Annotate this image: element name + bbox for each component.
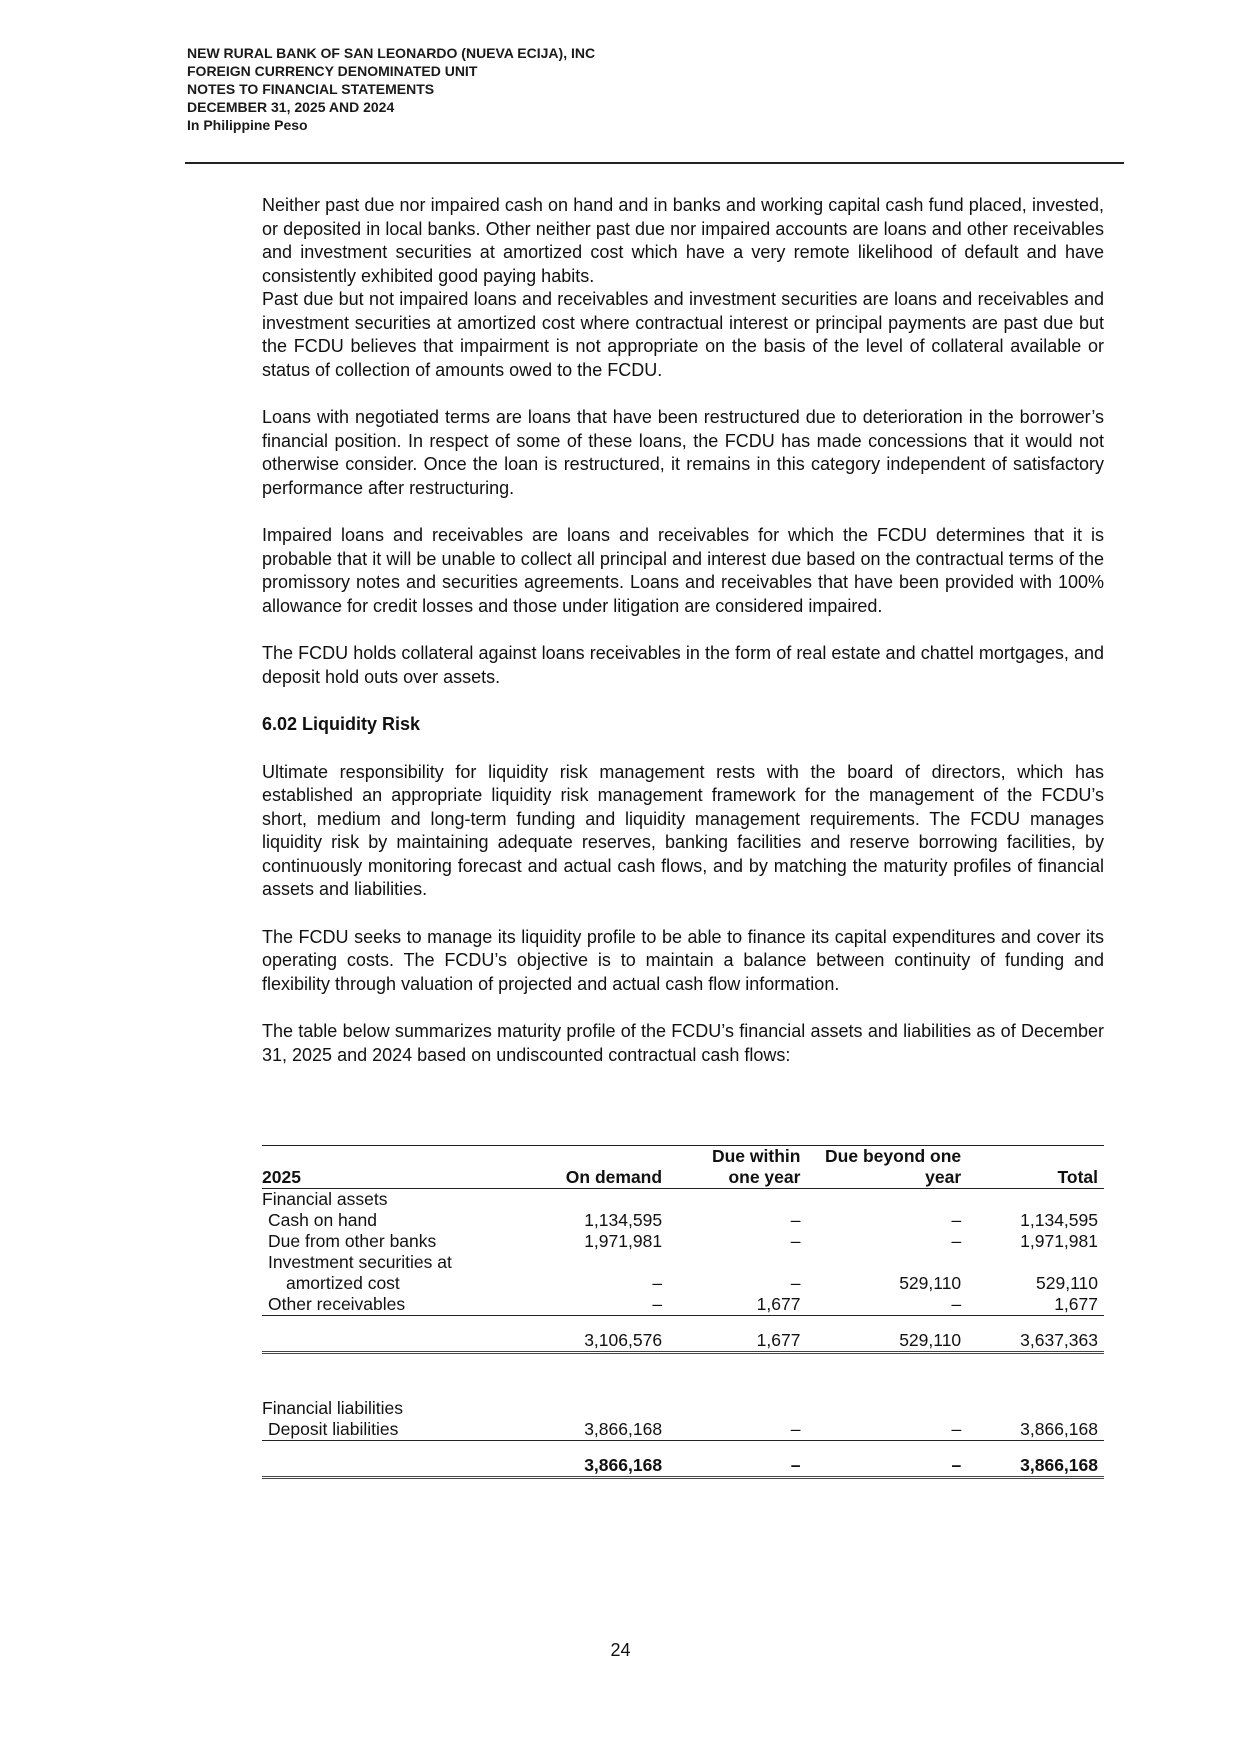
- unit-name: FOREIGN CURRENCY DENOMINATED UNIT: [187, 63, 478, 79]
- section-heading: 6.02 Liquidity Risk: [262, 714, 421, 734]
- document-title: NOTES TO FINANCIAL STATEMENTS: [187, 81, 435, 97]
- notes-body: [262, 194, 1104, 1067]
- table-row: Other receivables – 1,677 – 1,677: [262, 1294, 1104, 1316]
- maturity-profile-table: [262, 1145, 1104, 1479]
- paragraph: The table below summarizes maturity profile of the FCDU’s financial assets and liabilities as of December 31, 2025 and 2024 based on undiscounted contractual cash flows:: [262, 1021, 1104, 1065]
- table-header-row: [262, 1146, 1104, 1189]
- assets-total-row: 3,106,576 1,677 529,110 3,637,363: [262, 1330, 1104, 1353]
- table-row: [262, 1398, 1104, 1419]
- liabilities-total-row: 3,866,168 – – 3,866,168: [262, 1455, 1104, 1478]
- table-row: Cash on hand 1,134,595 – – 1,134,595: [268, 1210, 1098, 1230]
- paragraph: The FCDU holds collateral against loans receivables in the form of real estate and chattel mortgages, and deposit hold outs over assets.: [262, 643, 1104, 687]
- paragraph: Past due but not impaired loans and receivables and investment securities are loans and receivables and investment securities at amortized cost where contractual interest or principal payments are past due but the FCDU believes that impairment is not appropriate on the basis of the level of collateral available or status of collection of amounts owed to the FCDU.: [262, 289, 1104, 380]
- page-number: 24: [610, 1640, 631, 1660]
- liabilities-heading: Financial liabilities: [262, 1398, 404, 1418]
- due-beyond-header: Due beyond one year: [812, 1146, 973, 1189]
- on-demand-header: On demand: [520, 1146, 674, 1189]
- period: DECEMBER 31, 2025 AND 2024: [187, 99, 395, 115]
- paragraph: Loans with negotiated terms are loans that have been restructured due to deterioration in the borrower’s financial position. In respect of some of these loans, the FCDU has made concessions that it would not otherwise consider. Once the loan is restructured, it remains in this category independent of satisfactory performance after restructuring.: [262, 407, 1104, 498]
- paragraph: Ultimate responsibility for liquidity risk management rests with the board of directors, which has established an appropriate liquidity risk management framework for the management of the FCDU’s short, medium and long-term funding and liquidity management requirements. The FCDU manages liquidity risk by maintaining adequate reserves, banking facilities and reserve borrowing facilities, by continuously monitoring forecast and actual cash flows, and by matching the maturity profiles of financial assets and liabilities.: [262, 761, 1104, 899]
- total-header: Total: [973, 1146, 1104, 1189]
- assets-heading: Financial assets: [262, 1189, 388, 1209]
- paragraph: Neither past due nor impaired cash on hand and in banks and working capital cash fund placed, invested, or deposited in local banks. Other neither past due nor impaired accounts are loans and other receivables and investment securities at amortized cost which have a very remote likelihood of default and have consistently exhibited good paying habits.: [262, 195, 1104, 286]
- table-row: Investment securities at: [268, 1252, 452, 1272]
- table-row: Due from other banks 1,971,981 – – 1,971,981: [268, 1231, 1098, 1251]
- bank-name: NEW RURAL BANK OF SAN LEONARDO (NUEVA ECIJA), INC: [187, 45, 596, 61]
- due-within-header: Due within one year: [674, 1146, 812, 1189]
- currency-note: In Philippine Peso: [187, 117, 308, 133]
- header-divider: [185, 162, 1124, 164]
- table-row: Deposit liabilities 3,866,168 – – 3,866,168: [262, 1419, 1104, 1441]
- document-header: [187, 44, 1107, 134]
- table-row: amortized cost – – 529,110 529,110: [286, 1273, 1098, 1293]
- paragraph: Impaired loans and receivables are loans and receivables for which the FCDU determines that it is probable that it will be unable to collect all principal and interest due based on the contractual terms of the promissory notes and securities agreements. Loans and receivables that have been provided with 100% allowance for credit losses and those under litigation are considered impaired.: [262, 525, 1104, 616]
- year-header: 2025: [262, 1146, 520, 1189]
- table-row: [262, 1189, 1104, 1211]
- paragraph: The FCDU seeks to manage its liquidity profile to be able to finance its capital expenditures and cover its operating costs. The FCDU’s objective is to maintain a balance between continuity of funding and flexibility through valuation of projected and actual cash flow information.: [262, 926, 1104, 994]
